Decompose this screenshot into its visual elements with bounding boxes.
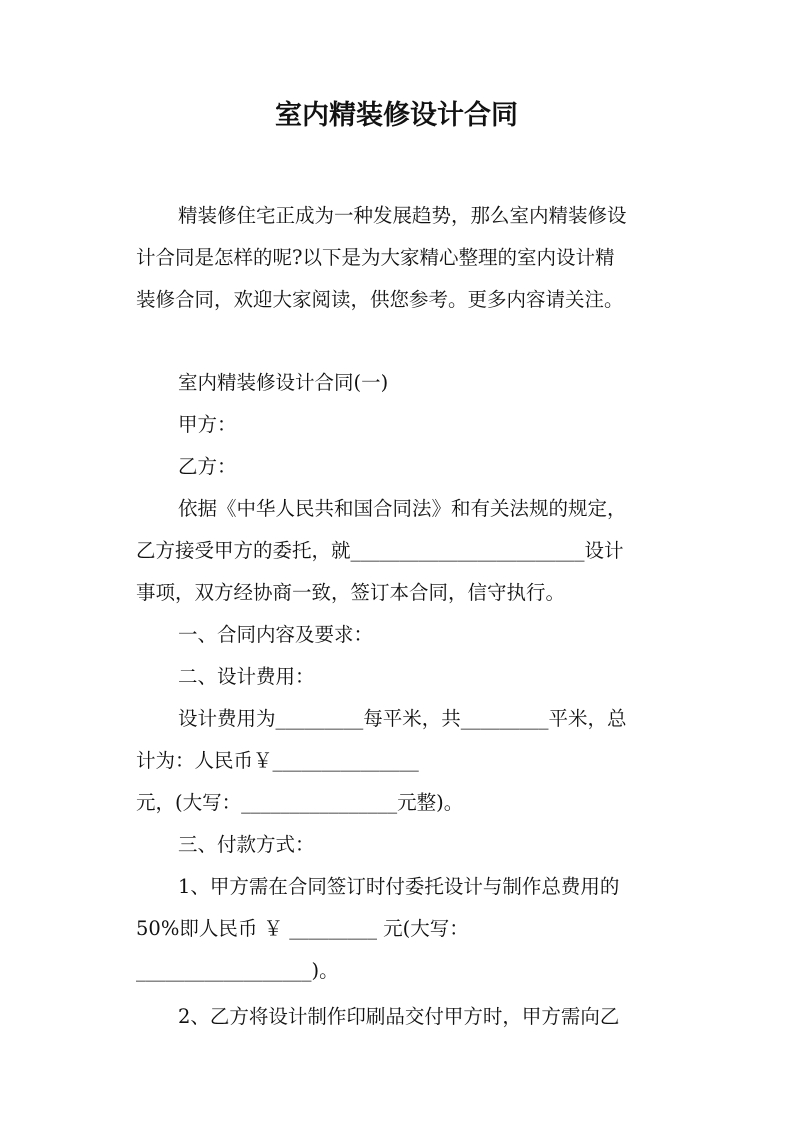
section-heading-3: 三、付款方式：	[178, 833, 315, 856]
contract-body	[136, 362, 662, 1038]
payment-2-line: 2、乙方将设计制作印刷品交付甲方时，甲方需向乙	[178, 1005, 620, 1028]
fee-line: 元，(大写：________________元整)。	[136, 791, 464, 814]
intro-line: 计合同是怎样的呢?以下是为大家精心整理的室内设计精	[136, 246, 615, 269]
payment-1-line: __________________)。	[136, 959, 339, 982]
fee-line: 设计费用为_________每平米，共_________平米，总	[178, 707, 627, 730]
contract-heading: 室内精装修设计合同(一)	[178, 371, 389, 394]
basis-line: 依据《中华人民共和国合同法》和有关法规的规定，	[178, 497, 627, 520]
basis-line: 事项，双方经协商一致，签订本合同，信守执行。	[136, 581, 566, 604]
section-heading-1: 一、合同内容及要求：	[178, 623, 374, 646]
intro-line: 装修合同，欢迎大家阅读，供您参考。更多内容请关注。	[136, 288, 624, 311]
document-title: 室内精装修设计合同	[275, 100, 518, 131]
payment-1-line: 1、甲方需在合同签订时付委托设计与制作总费用的	[178, 875, 620, 898]
intro-line: 精装修住宅正成为一种发展趋势，那么室内精装修设	[178, 204, 627, 227]
section-heading-2: 二、设计费用：	[178, 665, 315, 688]
payment-1-line: 50%即人民币 ￥ _________ 元(大写：	[136, 917, 469, 940]
party-b-label: 乙方：	[178, 455, 237, 478]
basis-line: 乙方接受甲方的委托，就________________________设计	[136, 539, 624, 562]
intro-paragraph	[136, 195, 662, 321]
party-a-label: 甲方：	[178, 413, 237, 436]
fee-line: 计为：人民币￥_______________	[136, 749, 419, 772]
